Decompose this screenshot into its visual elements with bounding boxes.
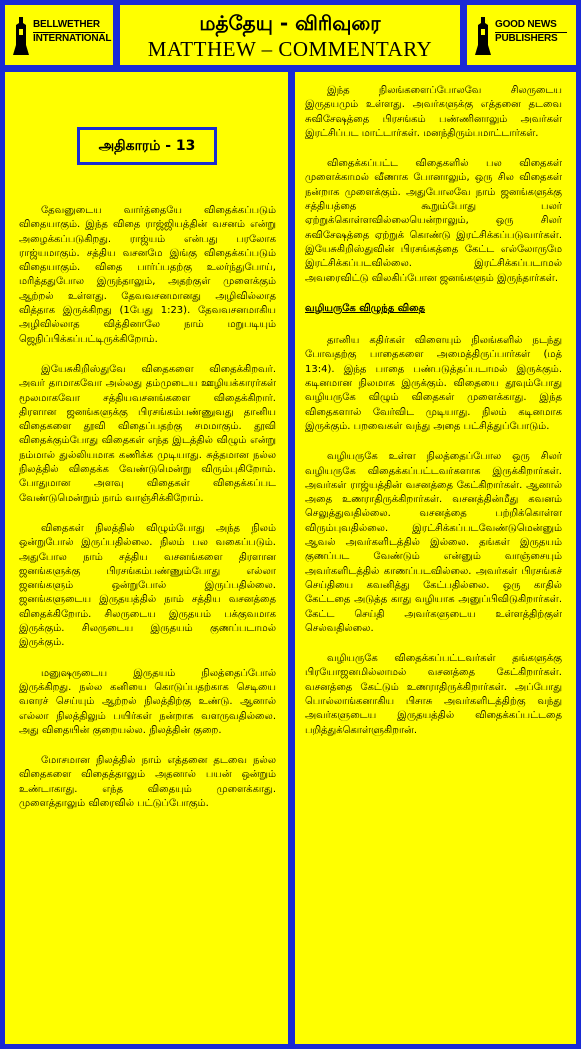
paragraph: இந்த நிலங்களைப்போலவே சிலருடைய இருதயமும் உள்ளது. அவர்களுக்கு எத்தனை தடவை சுவிசேஷத்தை பிரசங்கம் பண்ணினாலும் அவர்கள் இரட்சிப்பட மாட்டார்கள். மனந்திரும்பமாட்டார்கள். [305, 85, 562, 139]
chapter-label: அதிகாரம் - 13 [77, 127, 217, 165]
logo-line-1: GOOD NEWS [495, 19, 557, 30]
bell-tower-icon [473, 15, 493, 57]
right-column [295, 72, 576, 1044]
english-title: MATTHEW – COMMENTARY [147, 37, 433, 61]
left-column-body [19, 204, 276, 827]
good-news-logo [473, 15, 569, 57]
header-right-logo-panel [467, 5, 576, 65]
section-heading: வழியருகே விழுந்த விதை [305, 302, 426, 314]
paragraph: வழியருகே உள்ள நிலத்தைப்போல ஒரு சிலர் வழியருகே விதைக்கப்பட்டவர்களாக இருக்கிறார்கள். அவர்கள் ராஜ்யத்தின் வசனத்தை கேட்கிறார்கள். ஆனால் அதை உணராதிருக்கிறார்கள். வசனத்தின்மீது கவனம் செலுத்துவதில்லை. வசனத்தை பற்றிக்கொள்ள விரும்புவதில்லை. இரட்சிக்கப்படவேண்டுமென்னும் ஆவல் அவர்களிடத்தில் இல்லை. தங்கள் இருதயம் குணப்பட வேண்டும் என்னும் வாஞ்சையும் அவர்களிடத்தில் காணப்படவில்லை. அவர்கள் பிரசங்கச் செய்தியை கவனித்து கேட்பதில்லை. ஒரு காதில் கேட்டதை அடுத்த காது வழியாக அனுப்பிவிடுகிறார்கள். கேட்ட செய்தி அவர்களுடைய உள்ளத்திற்குள் செல்வதில்லை. [305, 451, 562, 634]
header-left-logo-panel [5, 5, 113, 65]
bell-tower-icon [11, 15, 31, 57]
paragraph: விதைக்கப்பட்ட விதைகளில் பல விதைகள் முளைக்காமல் வீணாக போனாலும், ஒரு சில விதைகள் நன்றாக முளைக்கும். அதுபோலவே நாம் ஜனங்களுக்கு சத்தியத்தை கூறும்போது பலர் ஏற்றுக்கொள்ளவில்லையென்றாலும், ஒரு சிலர் சுவிசேஷத்தை ஏற்றுக் கொண்டு இரட்சிக்கப்படுவார்கள். இயேசுகிறிஸ்துவின் பிரசங்கத்தை கேட்ட எல்லோருமே இரட்சிக்கப்படவில்லை. இரட்சிக்கப்படாமல் அவரைவிட்டு விலகிப்போன ஜனங்களும் இருந்தார்கள். [305, 158, 562, 284]
left-column [5, 72, 288, 1044]
paragraph: விதைகள் நிலத்தில் விழும்போது அந்த நிலம் ஒன்றுபோல் இருப்பதில்லை. நிலம் பல வகைப்படும். அதுபோல நாம் சத்திய வசனங்களை திரளான ஜனங்களுக்கு பிரசங்கம்பண்ணும்போது எல்லா ஜனங்களும் ஒன்றுபோல் இருப்பதில்லை. ஜனங்களுடைய இருதயத்தில் நாம் சத்திய வசனத்தை விதைக்கிறோம். சிலருடைய இருதயம் பக்குவமாக இருக்கும். சிலருடைய இருதயம் குணப்படாமல் இருக்கும். [19, 522, 276, 649]
paragraph: தானிய கதிர்கள் விளையும் நிலங்களில் நடந்து போவதற்கு பாதைகளை அமைத்திருப்பார்கள் (மத் 13:4). இந்த பாதை பண்படுத்தப்படாமல் இருக்கும். கடினமான நிலமாக இருக்கும். விதையை தூவும்போது வழியருகே விழும் விதைகள் முளைக்காது. இந்த விதைகளால் வேர்விட முடியாது. நிலம் கடினமாக இருக்கும். பறவைகள் வந்து அதை பட்சித்துப்போடும். [305, 335, 562, 432]
bellwether-logo [11, 15, 112, 57]
header-title-panel [120, 5, 460, 65]
paragraph: இயேசுகிறிஸ்துவே விதைகளை விதைக்கிறவர். அவர் தாமாகவோ அல்லது தம்முடைய ஊழியக்காரர்கள் மூலமாகவோ சத்தியவசனங்களை விதைக்கிறார். திரளான ஜனங்களுக்கு பிரசங்கம்பண்ணுவது தானிய விதைகளை தூவி விதைப்பதற்கு சமமாகும். தூவி விதைக்கும்போது விதைகள் எந்த இடத்தில் விழும் என்று நம்மால் துல்லியமாக கணிக்க முடியாது. சுத்தமான நல்ல நிலத்தில் விதைக்க வேண்டுமென்று விரும்புகிறோம். போதுமான அளவு விதைகள் விதைக்கப்பட வேண்டுமென்றும் நாம் வாஞ்சிக்கிறோம். [19, 363, 276, 504]
logo-line-2: PUBLISHERS [495, 33, 558, 44]
logo-line-1: BELLWETHER [33, 19, 100, 30]
tamil-title: மத்தேயு - விரிவுரை [199, 11, 381, 35]
paragraph: மோசமான நிலத்தில் நாம் எத்தனை தடவை நல்ல விதைகளை விதைத்தாலும் அதனால் பயன் ஒன்றும் உண்டாகாது. எந்த விதையும் முளைக்காது. முளைத்தாலும் விரைவில் பட்டுப்போகும். [19, 755, 276, 809]
right-column-body [305, 76, 562, 754]
paragraph: மனுஷருடைய இருதயம் நிலத்தைப்போல் இருக்கிறது. நல்ல கனியை கொடுப்பதற்காக செடியை வளரச் செய்யும் ஆற்றல் நிலத்திற்கு உண்டு. ஆனால் எல்லா நிலத்திலும் பயிர்கள் நன்றாக வளருவதில்லை. அது விதையின் குறையல்ல. நிலத்தின் குறை. [19, 667, 276, 736]
logo-line-2: INTERNATIONAL [33, 33, 112, 44]
paragraph: வழியருகே விதைக்கப்பட்டவர்கள் தங்களுக்கு பிரயோஜனமில்லாமல் வசனத்தை கேட்கிறார்கள். வசனத்தை கேட்டும் உணராதிருக்கிறார்கள். அப்போது பொல்லாங்கனாகிய பிசாசு அவர்களிடத்திற்கு வந்து அவர்களுடைய இருதயத்தில் விதைக்கப்பட்டதை பறித்துக்கொள்ளுகிறான். [305, 653, 562, 736]
paragraph: தேவனுடைய வார்த்தையே விதைக்கப்படும் விதையாகும். இந்த விதை ராஜ்ஜியத்தின் வசனம் என்று அழைக்கப்படுகிறது. ராஜ்யம் என்பது பரலோக ராஜ்யமாகும். சத்திய வசனமே இங்கு விதைக்கப்படும் விதையாகும். விதை பார்ப்பதற்கு உலர்ந்துபோய், மரித்ததுபோல இருந்தாலும், அதற்குள் முளைக்கும் ஆற்றல் உள்ளது. தேவவசனமானது அழிவில்லாத வித்தாக இருக்கிறது (1பேது 1:23). தேவவசனமாகிய அழிவில்லாத வித்தினாலே நாம் மறுபடியும் ஜெநிப்பிக்கப்பட்டிருக்கிறோம். [19, 205, 276, 345]
